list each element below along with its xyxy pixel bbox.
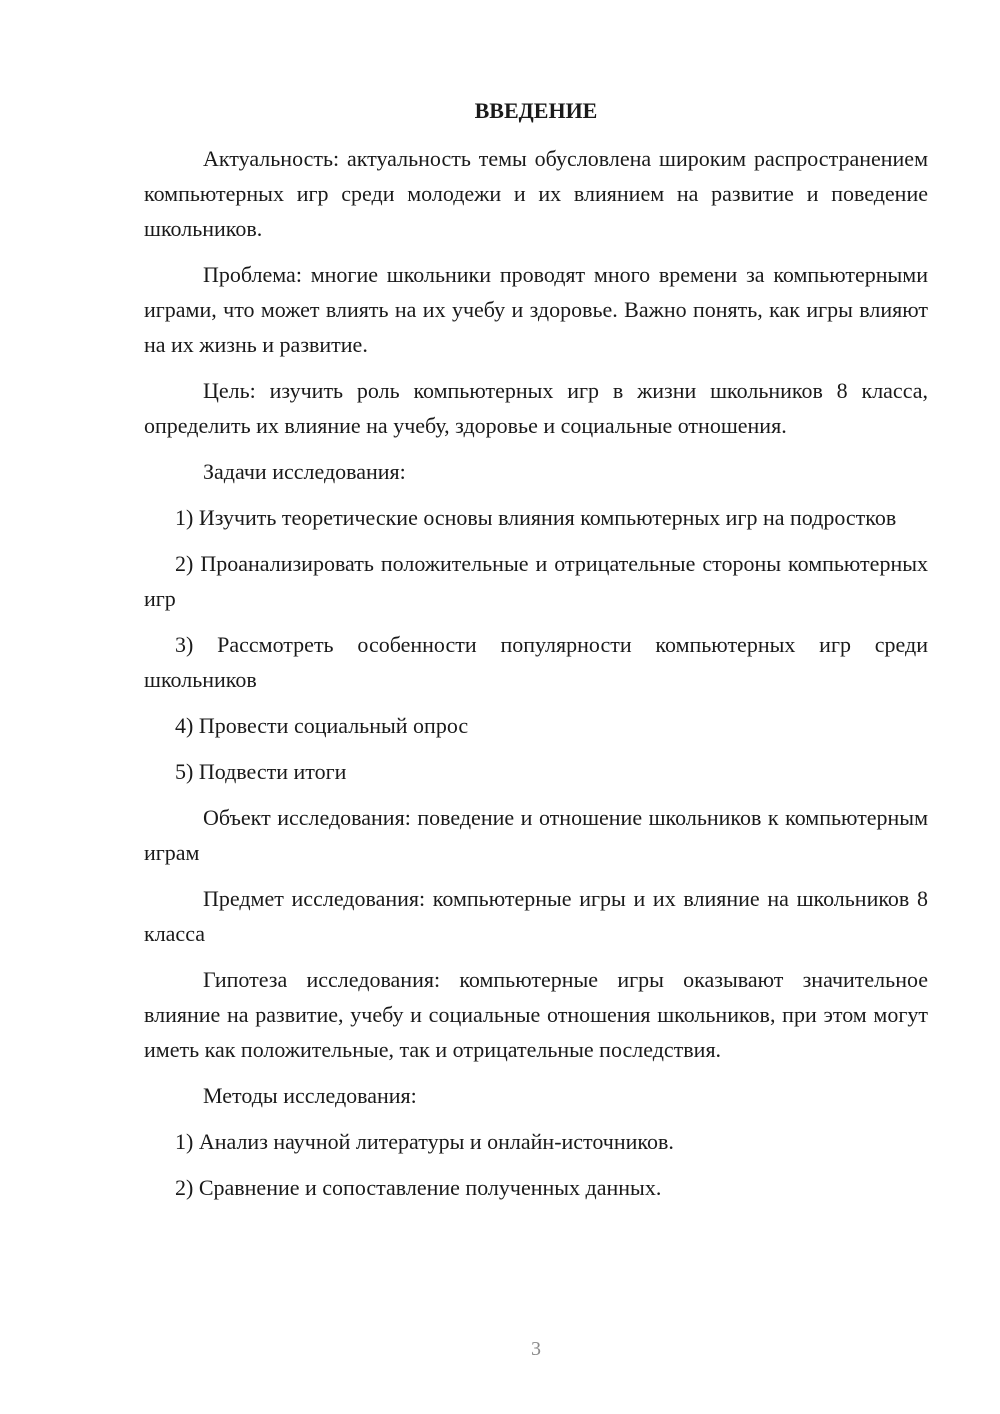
list-item-task-2: 2) Проанализировать положительные и отрицательные стороны компьютерных игр (144, 551, 928, 611)
list-item-method-2: 2) Сравнение и сопоставление полученных данных. (175, 1175, 662, 1200)
paragraph-tasks-heading: Задачи исследования: (203, 459, 406, 484)
section-title: ВВЕДЕНИЕ (474, 98, 598, 123)
paragraph-relevance: Актуальность: актуальность темы обусловлена широким распространением компьютерных игр среди молодежи и их влиянием на развитие и поведение школьников. (144, 146, 928, 241)
paragraph-problem: Проблема: многие школьники проводят много времени за компьютерными играми, что может влиять на их учебу и здоровье. Важно понять, как игры влияют на их жизнь и развитие. (144, 262, 928, 357)
list-item-task-4: 4) Провести социальный опрос (175, 713, 469, 738)
list-item-task-1: 1) Изучить теоретические основы влияния компьютерных игр на подростков (175, 505, 897, 530)
paragraph-hypothesis: Гипотеза исследования: компьютерные игры оказывают значительное влияние на развитие, учебу и социальные отношения школьников, при этом могут иметь как положительные, так и отрицательные последствия. (144, 967, 928, 1062)
list-item-method-1: 1) Анализ научной литературы и онлайн-источников. (175, 1129, 674, 1154)
paragraph-goal: Цель: изучить роль компьютерных игр в жизни школьников 8 класса, определить их влияние на учебу, здоровье и социальные отношения. (144, 378, 928, 438)
paragraph-methods-heading: Методы исследования: (203, 1083, 417, 1108)
list-item-task-5: 5) Подвести итоги (175, 759, 347, 784)
paragraph-object: Объект исследования: поведение и отношение школьников к компьютерным играм (144, 805, 928, 865)
paragraph-subject: Предмет исследования: компьютерные игры и их влияние на школьников 8 класса (144, 886, 928, 946)
page-number: 3 (531, 1338, 541, 1360)
list-item-task-3: 3) Рассмотреть особенности популярности компьютерных игр среди школьников (144, 632, 928, 692)
document-page (144, 0, 928, 1414)
body-text (144, 141, 928, 1216)
